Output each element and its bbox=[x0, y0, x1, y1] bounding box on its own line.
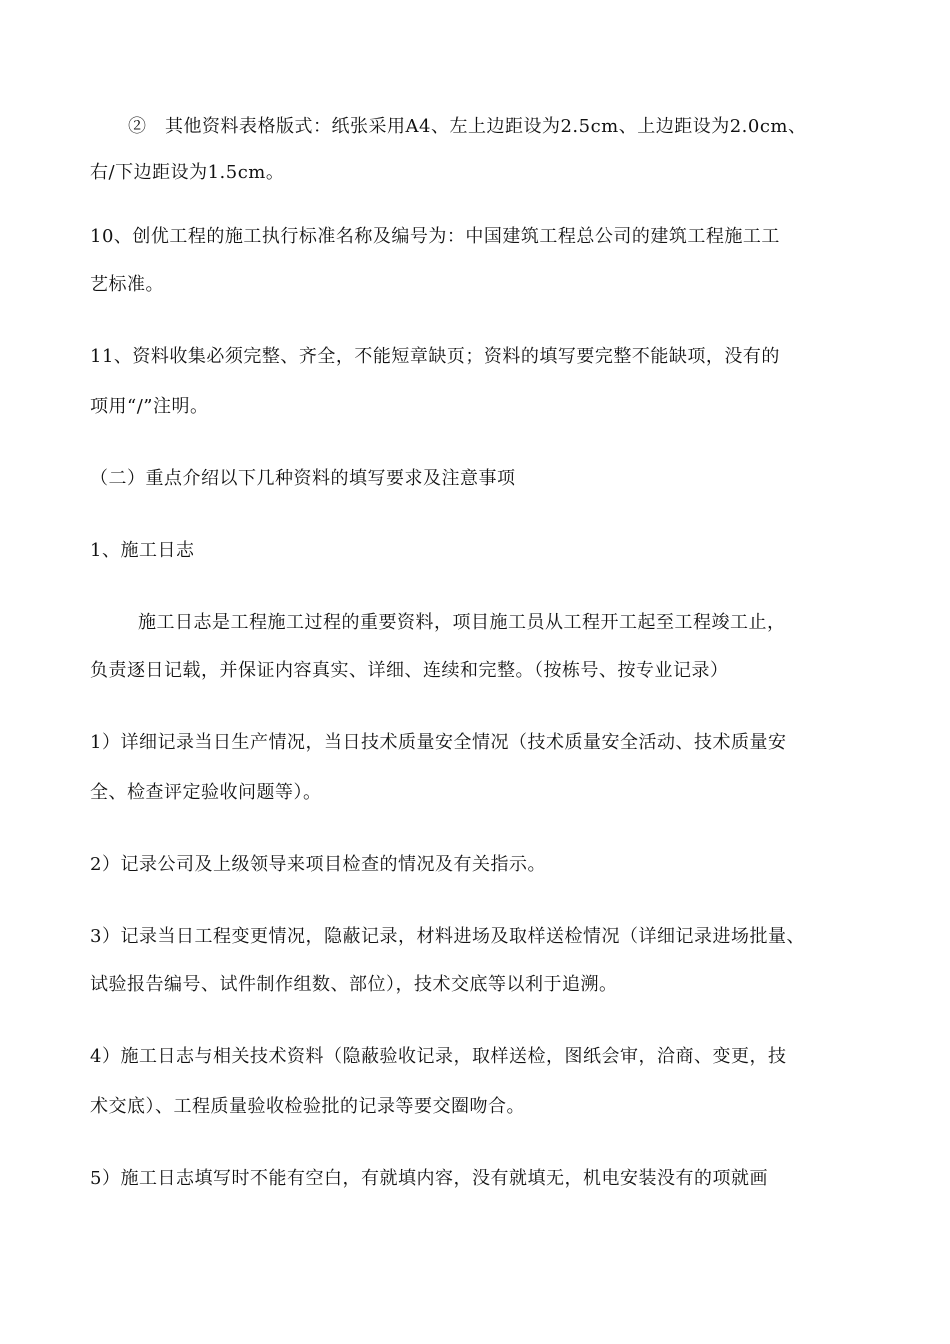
paragraph-log-item-4-line-1: 4）施工日志与相关技术资料（隐蔽验收记录，取样送检，图纸会审，洽商、变更，技 bbox=[90, 1046, 787, 1067]
subheading-construction-log: 1、施工日志 bbox=[90, 540, 195, 561]
paragraph-item-11-line-1: 11、资料收集必须完整、齐全，不能短章缺页；资料的填写要完整不能缺项，没有的 bbox=[90, 346, 780, 367]
paragraph-format-line-2: 右/下边距设为1.5cm。 bbox=[90, 162, 285, 183]
paragraph-log-item-3-line-1: 3）记录当日工程变更情况，隐蔽记录，材料进场及取样送检情况（详细记录进场批量、 bbox=[90, 926, 805, 947]
paragraph-log-item-4-line-2: 术交底）、工程质量验收检验批的记录等要交圈吻合。 bbox=[90, 1096, 525, 1117]
section-heading-2: （二）重点介绍以下几种资料的填写要求及注意事项 bbox=[90, 468, 516, 489]
paragraph-log-item-2: 2）记录公司及上级领导来项目检查的情况及有关指示。 bbox=[90, 854, 546, 875]
paragraph-item-11-line-2: 项用“/”注明。 bbox=[90, 396, 209, 417]
paragraph-log-intro-line-2: 负责逐日记载，并保证内容真实、详细、连续和完整。（按栋号、按专业记录） bbox=[90, 660, 729, 681]
paragraph-log-intro-line-1: 施工日志是工程施工过程的重要资料，项目施工员从工程开工起至工程竣工止， bbox=[138, 612, 786, 633]
paragraph-log-item-1-line-2: 全、检查评定验收问题等）。 bbox=[90, 782, 322, 803]
paragraph-log-item-1-line-1: 1）详细记录当日生产情况，当日技术质量安全情况（技术质量安全活动、技术质量安 bbox=[90, 732, 787, 753]
paragraph-log-item-5: 5）施工日志填写时不能有空白，有就填内容，没有就填无，机电安装没有的项就画 bbox=[90, 1168, 768, 1189]
paragraph-item-10-line-1: 10、创优工程的施工执行标准名称及编号为：中国建筑工程总公司的建筑工程施工工 bbox=[90, 226, 780, 247]
paragraph-item-10-line-2: 艺标准。 bbox=[90, 274, 164, 295]
paragraph-log-item-3-line-2: 试验报告编号、试件制作组数、部位），技术交底等以利于追溯。 bbox=[90, 974, 618, 995]
paragraph-format-line-1: ② 其他资料表格版式：纸张采用A4、左上边距设为2.5cm、上边距设为2.0cm、 bbox=[128, 116, 807, 137]
